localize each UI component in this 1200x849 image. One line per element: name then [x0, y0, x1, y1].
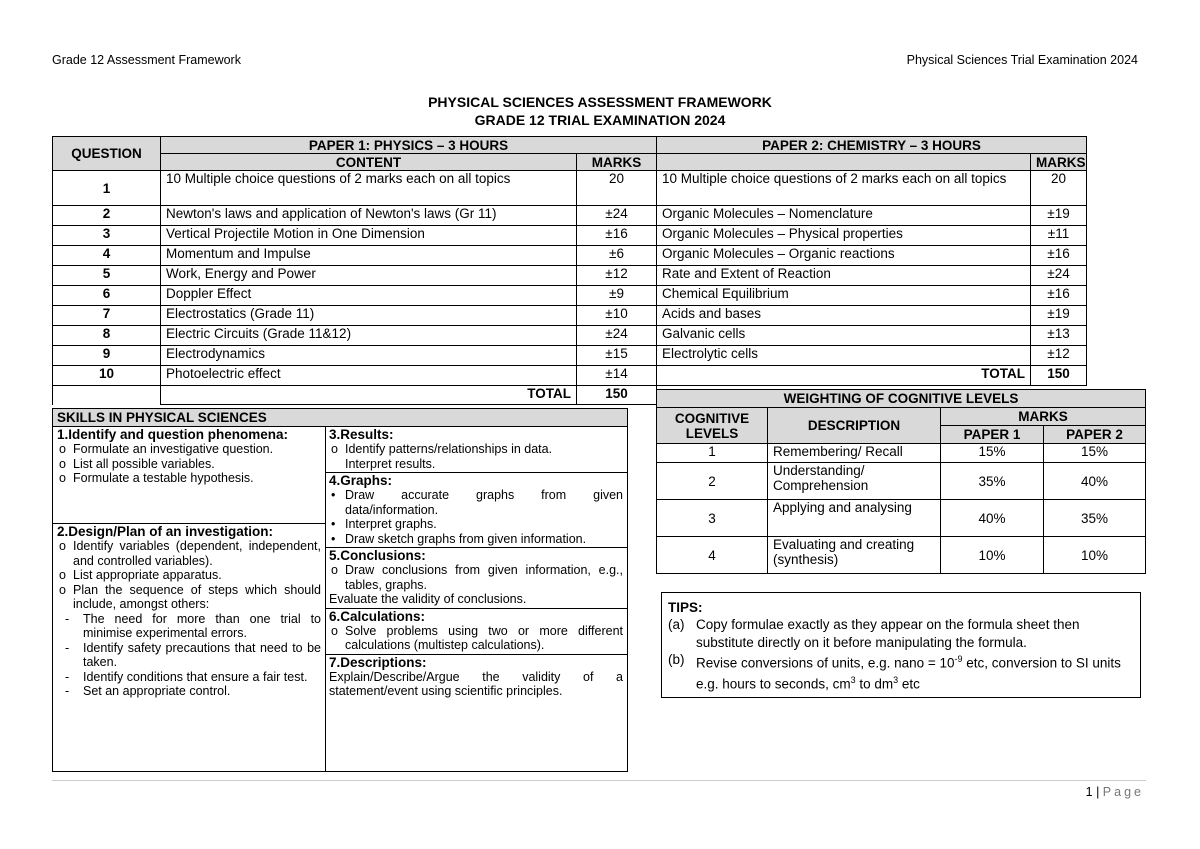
list-item: o Draw conclusions from given information, e.g., tables, graphs.: [331, 563, 623, 592]
list-item: o List all possible variables.: [59, 456, 215, 471]
skill-5-text: Evaluate the validity of conclusions.: [329, 592, 527, 606]
doc-title: PHYSICAL SCIENCES ASSESSMENT FRAMEWORK: [428, 94, 772, 110]
paper1-total-label: TOTAL: [161, 386, 577, 405]
assessment-table: [52, 136, 1141, 405]
skill-3-title: 3.Results:: [329, 427, 394, 442]
list-item: o Identify patterns/relationships in data.: [331, 442, 553, 456]
list-item: - Identify conditions that ensure a fair test.: [65, 669, 308, 684]
table-row: 7 Electrostatics (Grade 11) ±10 Acids and bases ±19: [53, 306, 1141, 326]
tips-title: TIPS:: [668, 600, 703, 615]
cog-paper1-header: PAPER 1: [941, 426, 1044, 444]
table-row: 2 Newton's laws and application of Newton's laws (Gr 11) ±24 Organic Molecules – Nomenclature ±19: [53, 206, 1141, 226]
skills-box: [52, 408, 628, 772]
cognitive-levels-table: [656, 389, 1146, 574]
header-left: Grade 12 Assessment Framework: [52, 53, 241, 67]
list-item: o Formulate a testable hypothesis.: [59, 471, 254, 485]
skill-1-title: 1.Identify and question phenomena:: [57, 427, 289, 442]
list-item: - Set an appropriate control.: [65, 684, 231, 698]
list-item: • Draw accurate graphs from given data/information.: [331, 488, 623, 517]
table-row: 5 Work, Energy and Power ±12 Rate and Extent of Reaction ±24: [53, 266, 1141, 286]
page-number: 1 | Page: [1085, 785, 1144, 799]
table-row: 1 Remembering/ Recall 15% 15%: [657, 444, 1146, 463]
content-header: CONTENT: [161, 154, 577, 171]
footer-divider: [52, 780, 1146, 781]
cog-paper2-header: PAPER 2: [1044, 426, 1146, 444]
table-row: 3 Vertical Projectile Motion in One Dimension ±16 Organic Molecules – Physical properties ±11: [53, 226, 1141, 246]
description-header: DESCRIPTION: [768, 408, 941, 444]
table-row: 2 Understanding/ Comprehension 35% 40%: [657, 463, 1146, 500]
question-header: QUESTION: [53, 137, 161, 171]
skill-6-title: 6.Calculations:: [329, 608, 426, 624]
levels-header: COGNITIVE LEVELS: [657, 408, 768, 444]
skill-3-text: Interpret results.: [345, 456, 436, 471]
tip-b: (b) Revise conversions of units, e.g. nano = $10^{-9}$ etc, conversion to SI units e.g. hours to seconds, $cm^3$ to $dm^3$ etc: [668, 652, 1121, 692]
paper2-total-label: TOTAL: [657, 366, 1031, 386]
table-row: 10 Photoelectric effect ±14 TOTAL 150: [53, 366, 1141, 386]
table-row: 9 Electrodynamics ±15 Electrolytic cells ±12: [53, 346, 1141, 366]
marks2-header: MARKS: [1031, 154, 1087, 171]
content2-header: [657, 154, 1031, 171]
table-row: 4 Evaluating and creating (synthesis) 10% 10%: [657, 537, 1146, 574]
paper1-total: 150: [577, 386, 657, 405]
table-row: 8 Electric Circuits (Grade 11&12) ±24 Galvanic cells ±13: [53, 326, 1141, 346]
list-item: o Plan the sequence of steps which should include, amongst others:: [59, 582, 321, 611]
list-item: o List appropriate apparatus.: [59, 568, 222, 582]
skill-7-title: 7.Descriptions:: [329, 654, 427, 670]
skill-4-title: 4.Graphs:: [329, 473, 393, 488]
skills-title: SKILLS IN PHYSICAL SCIENCES: [53, 409, 627, 427]
tip-a: (a) Copy formulae exactly as they appear on the formula sheet then substitute directly on it before manipulating the formula.: [668, 617, 1080, 650]
list-item: - The need for more than one trial to minimise experimental errors.: [65, 611, 321, 640]
list-item: • Interpret graphs.: [331, 517, 437, 531]
cog-marks-header: MARKS: [941, 408, 1146, 426]
doc-subtitle: GRADE 12 TRIAL EXAMINATION 2024: [474, 112, 726, 128]
paper2-header: PAPER 2: CHEMISTRY – 3 HOURS: [657, 137, 1087, 154]
list-item: o Identify variables (dependent, independent, and controlled variables).: [59, 539, 321, 568]
table-row: 6 Doppler Effect ±9 Chemical Equilibrium ±16: [53, 286, 1141, 306]
list-item: • Draw sketch graphs from given information.: [331, 531, 587, 546]
skill-2-title: 2.Design/Plan of an investigation:: [57, 524, 274, 539]
tips-box: [661, 592, 1141, 698]
marks1-header: MARKS: [577, 154, 657, 171]
cognitive-title: WEIGHTING OF COGNITIVE LEVELS: [657, 390, 1146, 408]
list-item: o Formulate an investigative question.: [59, 442, 274, 456]
table-row: 1 10 Multiple choice questions of 2 marks each on all topics 20 10 Multiple choice questions of 2 marks each on all topics 20: [53, 171, 1141, 206]
header-right: Physical Sciences Trial Examination 2024: [906, 53, 1138, 67]
table-row: 3 Applying and analysing 40% 35%: [657, 500, 1146, 537]
skill-7-text: Explain/Describe/Argue the validity of a statement/event using scientific principles.: [329, 669, 623, 698]
table-row: 4 Momentum and Impulse ±6 Organic Molecules – Organic reactions ±16: [53, 246, 1141, 266]
paper1-header: PAPER 1: PHYSICS – 3 HOURS: [161, 137, 657, 154]
skill-5-title: 5.Conclusions:: [329, 548, 426, 563]
list-item: o Solve problems using two or more different calculations (multistep calculations).: [331, 623, 623, 652]
paper2-total: 150: [1031, 366, 1087, 386]
list-item: - Identify safety precautions that need to be taken.: [65, 640, 321, 669]
